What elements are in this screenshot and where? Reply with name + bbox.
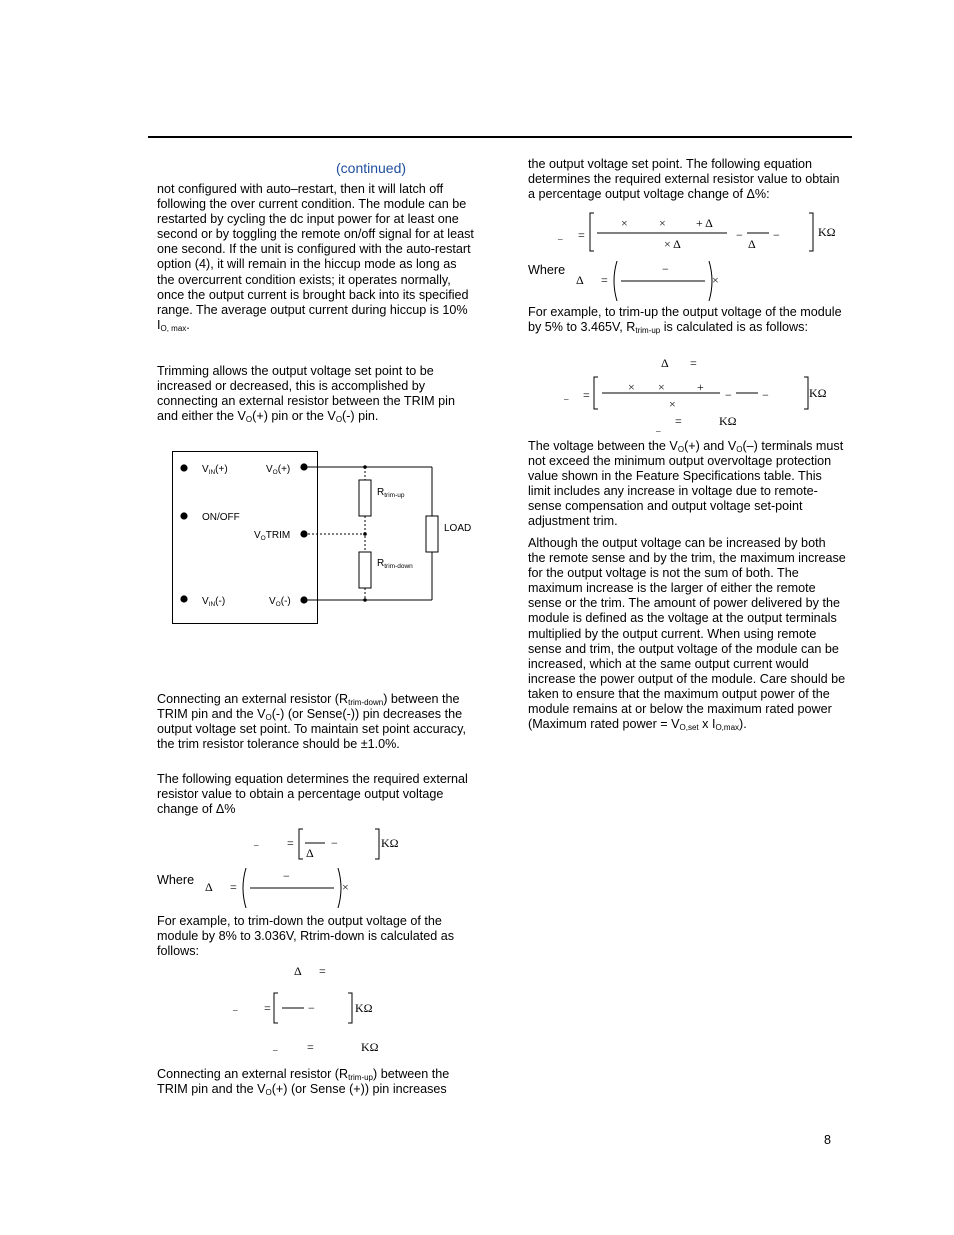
- trim-down-example-paragraph: For example, to trim-down the output voltage of the module by 8% to 3.036V, Rtrim-down is calculated as follows:: [157, 914, 455, 959]
- trim-circuit-diagram: [168, 448, 488, 628]
- load-label: LOAD: [444, 523, 472, 534]
- vin-minus-label: $V_{IN}(-)$: [202, 596, 226, 608]
- trim-down-equation-intro: The following equation determines the required external resistor value to obtain a percentage output voltage change of Δ%: [157, 772, 468, 817]
- header-rule: [148, 136, 852, 138]
- trim-up-paragraph: Connecting an external resistor $(R_{trim-up})$ between the TRIM pin and the $V_O(+)$ (or Sense (+)) pin increases: [157, 1067, 450, 1098]
- trim-up-example-paragraph: For example, to trim-up the output voltage of the module by 5% to 3.465V, $R_{trim-up}$ is calculated is as follows:: [528, 305, 842, 336]
- vo-trim-label: $V_OTRIM$: [254, 530, 291, 542]
- trim-intro-paragraph: Trimming allows the output voltage set point to be increased or decreased, this is accomplished by connecting an external resistor between the TRIM pin and either the $V_O(+)$ pin or the $V_O(-)$ pin.: [157, 364, 455, 425]
- r-trim-down-label: $R_{trim-down}$: [377, 558, 413, 570]
- vo-plus-label: $V_O(+)$: [266, 464, 291, 476]
- trim-up-equation-intro: the output voltage set point. The following equation determines the required external resistor value to obtain a percentage output voltage change of Δ%:: [528, 157, 840, 202]
- max-power-paragraph: Although the output voltage can be increased by both the remote sense and by the trim, the maximum increase for the output voltage is not the sum of both. The maximum increase is the larger of either the remote sense or the trim. The amount of power delivered by the module is defined as the voltage at the output terminals multiplied by the output current. When using remote sense and trim, the output voltage of the module can be increased, which at the same output current would increase the power output of the module. Care should be taken to ensure that the maximum output power of the module remains at or below the maximum rated power (Maximum rated power = $V_{O,set}$ x $I_{O,max}$).: [528, 536, 846, 733]
- continued-heading: (continued): [336, 160, 407, 176]
- where-label-left: Where: [157, 873, 195, 887]
- page-number: 8: [824, 1133, 832, 1147]
- trim-down-paragraph: Connecting an external resistor $(R_{trim-down})$ between the TRIM pin and the $V_O(-)$ (or Sense(-)) pin decreases the output voltage set point. To maintain set point accuracy, the trim resistor tolerance should be ±1.0%.: [157, 692, 466, 752]
- vo-minus-label: $V_O(-)$: [269, 596, 291, 608]
- on-off-label: ON/OFF: [202, 512, 240, 523]
- overvoltage-paragraph: The voltage between the $V_O(+)$ and $V_O(-)$ terminals must not exceed the minimum output overvoltage protection value shown in the Feature Specifications table. This limit includes any increase in voltage due to remote-sense compensation and output voltage set-point adjustment trim.: [528, 439, 844, 529]
- overcurrent-paragraph: not configured with auto–restart, then it will latch off following the over current condition. The module can be restarted by cycling the dc input power for at least one second or by toggling the remote on/off signal for at least one second. If the unit is configured with the auto-restart option (4), it will remain in the hiccup mode as long as the overcurrent condition exists; it operates normally, once the output current is brought back into its specified range. The average output current during hiccup is 10% $I_{O, max}$.: [157, 182, 474, 333]
- r-trim-up-label: $R_{trim-up}$: [377, 487, 405, 499]
- vin-plus-label: $V_{IN}(+)$: [202, 464, 228, 476]
- where-label-right: Where: [528, 263, 566, 277]
